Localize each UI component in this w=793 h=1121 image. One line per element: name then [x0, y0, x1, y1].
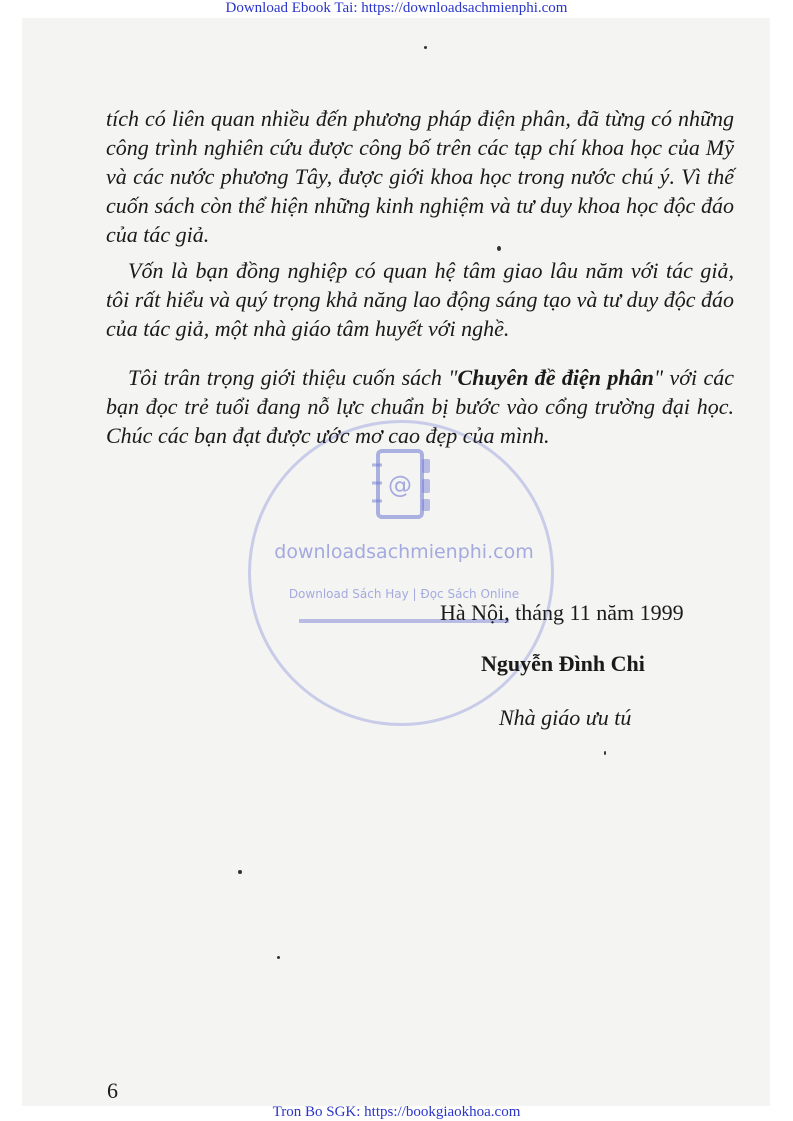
scan-speck — [277, 956, 280, 959]
signature-place-date: Hà Nội, tháng 11 năm 1999 — [440, 600, 684, 625]
paragraph-3-rest: " với các bạn đọc trẻ tuổi đang nỗ lực chuẩn bị bước vào cổng trường đại học. Chúc các bạn đạt được ước mơ cao đẹp của mình. — [106, 365, 735, 448]
page-number: 6 — [107, 1078, 118, 1103]
book-title: Chuyên đề điện phân — [457, 365, 654, 390]
signature-title: Nhà giáo ưu tú — [499, 705, 632, 730]
signature-name: Nguyễn Đình Chi — [481, 651, 645, 676]
header-download-link[interactable]: Download Ebook Tai: https://downloadsachmienphi.com — [225, 0, 568, 16]
paragraph-3 — [106, 363, 734, 450]
paragraph-1: tích có liên quan nhiều đến phương pháp điện phân, đã từng có những công trình nghiên cứu được công bố trên các tạp chí khoa học của Mỹ và các nước phương Tây, được giới khoa học trong nước chú ý. Vì thế cuốn sách còn thể hiện những kinh nghiệm và tư duy khoa học độc đáo của tác giả. — [106, 106, 734, 247]
svg-text:@: @ — [388, 471, 412, 499]
scan-speck — [238, 870, 242, 874]
watermark-logo — [248, 420, 554, 726]
paragraph-2: Vốn là bạn đồng nghiệp có quan hệ tâm giao lâu năm với tác giả, tôi rất hiểu và quý trọng khả năng lao động sáng tạo và tư duy độc đáo của tác giả, một nhà giáo tâm huyết với nghề. — [106, 258, 734, 341]
paragraph-3-lead: Tôi trân trọng giới thiệu cuốn sách " — [128, 365, 458, 390]
scan-speck — [604, 751, 606, 755]
watermark-site-name: downloadsachmienphi.com — [274, 541, 534, 563]
watermark-tagline: Download Sách Hay | Đọc Sách Online — [288, 587, 520, 601]
scan-speck — [424, 46, 427, 49]
book-at-icon — [366, 445, 436, 525]
footer-sgk-link[interactable]: Tron Bo SGK: https://bookgiaokhoa.com — [272, 1104, 521, 1120]
